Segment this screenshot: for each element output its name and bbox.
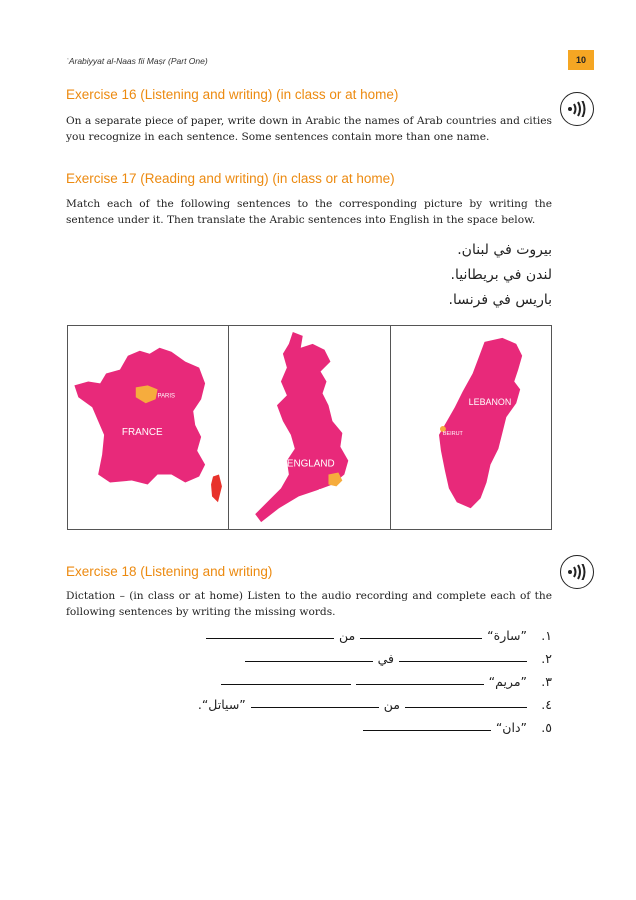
exercise-18-heading: Exercise 18 (Listening and writing) <box>66 564 273 579</box>
france-map <box>68 326 228 529</box>
lebanon-shape <box>439 338 522 508</box>
map-table <box>67 325 552 530</box>
blank[interactable] <box>251 706 379 708</box>
blank[interactable] <box>360 637 482 639</box>
britain-map <box>229 326 389 529</box>
audio-icon[interactable] <box>560 555 594 589</box>
beirut-label: BEIRUT <box>442 430 463 437</box>
exercise-17-instructions: Match each of the following sentences to the corresponding picture by writing the sentence under it. Then translate the Arabic sentences into English in the space below. <box>66 198 552 226</box>
dictation-line-2: ٢. في <box>198 643 552 666</box>
exercise-17-heading: Exercise 17 (Reading and writing) (in class or at home) <box>66 171 395 186</box>
dictation-line-4: ٤. من ”سياتل“. <box>197 697 552 712</box>
exercise-16-heading: Exercise 16 (Listening and writing) (in class or at home) <box>66 87 399 102</box>
sentence-paris: باريس في فرنسا. <box>448 292 552 308</box>
lebanon-map <box>391 326 551 529</box>
map-cell-england <box>229 326 390 529</box>
blank[interactable] <box>245 660 373 662</box>
exercise-16-instructions: On a separate piece of paper, write down in Arabic the names of Arab countries and cities you recognize in each sentence. Some sentences contain more than one name. <box>66 115 552 143</box>
paris-label: PARIS <box>157 393 175 400</box>
london-label: LONDON <box>318 489 345 496</box>
map-cell-france <box>68 326 229 529</box>
sound-waves-icon <box>567 101 587 117</box>
blank[interactable] <box>405 706 527 708</box>
dictation-lines <box>198 620 552 735</box>
lebanon-label: LEBANON <box>468 397 511 408</box>
dictation-line-3: ٣. ”مريم“ <box>198 666 552 689</box>
arabic-sentences <box>449 238 552 313</box>
blank[interactable] <box>399 660 527 662</box>
exercise-18-instructions: Dictation – (in class or at home) Listen to the audio recording and complete each of the following sentences by writing the missing words. <box>66 590 552 618</box>
blank[interactable] <box>221 683 351 685</box>
sentence-london: لندن في بريطانيا. <box>450 267 552 283</box>
blank[interactable] <box>356 683 484 685</box>
blank[interactable] <box>363 729 491 731</box>
dictation-line-1: ١. ”سارة“ من <box>198 620 552 643</box>
map-cell-lebanon <box>391 326 551 529</box>
sound-waves-icon <box>567 564 587 580</box>
sentence-beirut: بيروت في لبنان. <box>457 242 552 258</box>
england-label: ENGLAND <box>287 458 336 470</box>
france-shape <box>74 348 205 485</box>
blank[interactable] <box>206 637 334 639</box>
page-number: 10 <box>568 50 594 70</box>
audio-icon[interactable] <box>560 92 594 126</box>
france-label: FRANCE <box>121 426 163 438</box>
corsica-shape <box>211 475 222 503</box>
running-head: ʿArabiyyat al-Naas fii Maṣr (Part One) <box>66 56 208 66</box>
dictation-line-5: ٥. ”دان“ <box>198 712 552 735</box>
